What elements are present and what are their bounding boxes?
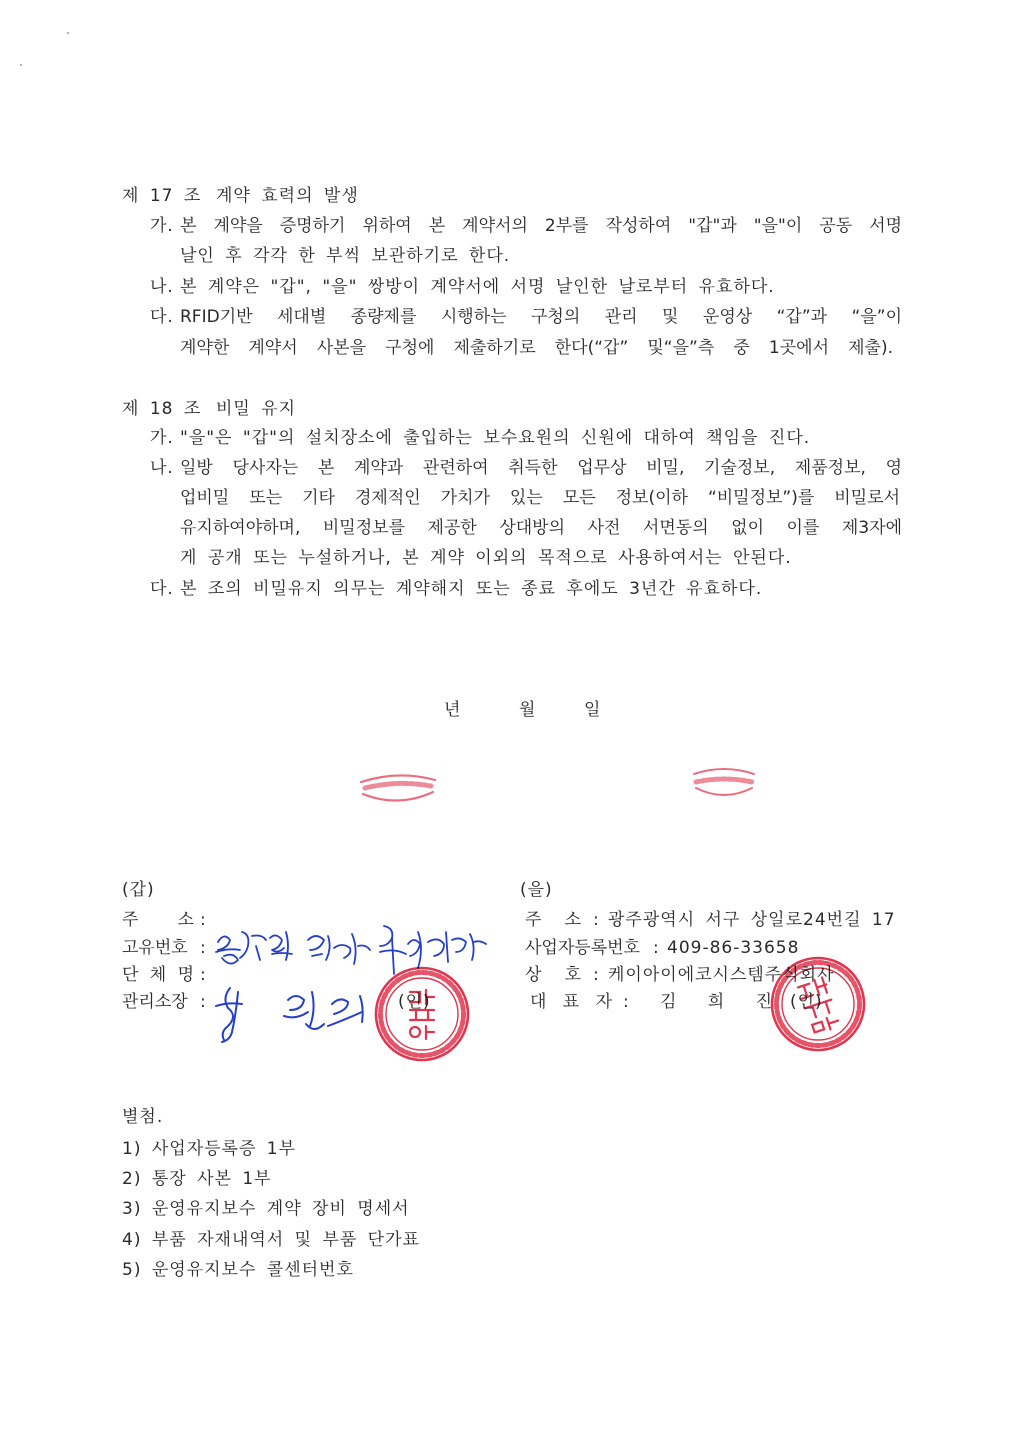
article-17-clause-da-line-1: RFID기반 세대별 종량제를 시행하는 구청의 관리 및 운영상 “갑”과 “을”이 — [180, 307, 902, 327]
article-17-clause-ga-line-1: 본 계약을 증명하기 위하여 본 계약서의 2부를 작성하여 "갑"과 "을"이 공동 서명 — [180, 216, 902, 236]
article-18-clause-na-line-3: 유지하여야하며, 비밀정보를 제공한 상대방의 사전 서면동의 없이 이를 제3자에 — [180, 518, 902, 538]
party-b-seal-mark: (인) — [790, 992, 823, 1012]
scan-speck — [20, 64, 22, 66]
party-a-org-colon: : — [200, 965, 207, 985]
attachment-item-3: 3) 운영유지보수 계약 장비 명세서 — [122, 1199, 410, 1219]
party-a-address-colon: : — [200, 910, 207, 930]
party-b-address: 광주광역시 서구 상일로24번길 17 — [608, 910, 896, 930]
article-18-clause-na-line-1: 일방 당사자는 본 계약과 관련하여 취득한 업무상 비밀, 기술정보, 제품정보, 영 — [180, 458, 902, 478]
article-18-title: 비밀 유지 — [216, 399, 297, 419]
article-18-clause-na-marker: 나. — [150, 458, 174, 478]
party-b-seal-stamp — [768, 952, 868, 1056]
party-a-heading: (갑) — [122, 880, 155, 900]
attachments-title: 별첨. — [122, 1107, 164, 1127]
party-a-manager-colon: : — [200, 992, 207, 1012]
party-b-rep-name: 김 희 진 — [660, 992, 772, 1012]
scan-speck — [67, 32, 69, 34]
article-18-clause-da-marker: 다. — [150, 579, 174, 599]
party-b-rep-label: 대 표 자 — [530, 992, 612, 1012]
date-day: 일 — [584, 700, 602, 720]
party-b-rep-colon: : — [623, 992, 630, 1012]
party-a-id-label: 고유번호 — [122, 938, 188, 958]
attachment-item-1: 1) 사업자등록증 1부 — [122, 1139, 297, 1159]
party-a-address-label: 주 소 — [122, 910, 194, 930]
party-a-org-label: 단 체 명 — [122, 965, 194, 985]
party-b-reg-label: 사업자등록번호 — [525, 938, 640, 958]
attachment-item-2: 2) 통장 사본 1부 — [122, 1169, 272, 1189]
party-a-manager-label: 관리소장 — [122, 992, 188, 1012]
article-17-clause-ga-marker: 가. — [150, 216, 174, 236]
article-18-clause-na-line-2: 업비밀 또는 기타 경제적인 가치가 있는 모든 정보(이하 “비밀정보”)를 비밀로서 — [180, 488, 900, 508]
party-b-reg-number: 409-86-33658 — [667, 938, 800, 958]
article-18-clause-da-line-1: 본 조의 비밀유지 의무는 계약해지 또는 종료 후에도 3년간 유효하다. — [180, 579, 763, 599]
party-b-address-colon: : — [593, 910, 600, 930]
article-18-clause-na-line-4: 게 공개 또는 누설하거나, 본 계약 이외의 목적으로 사용하여서는 안된다. — [180, 548, 792, 568]
date-year: 년 — [444, 700, 462, 720]
article-17-clause-ga-line-2: 날인 후 각각 한 부씩 보관하기로 한다. — [180, 246, 511, 266]
party-b-heading: (을) — [520, 880, 553, 900]
article-18-clause-ga-marker: 가. — [150, 428, 174, 448]
party-a-id-colon: : — [200, 938, 207, 958]
article-17-clause-da-line-2: 계약한 계약서 사본을 구청에 제출하기로 한다(“갑” 및“을”측 중 1곳에서 제출). — [180, 338, 893, 358]
date-month: 월 — [519, 700, 537, 720]
article-17-clause-da-marker: 다. — [150, 307, 174, 327]
bleed-stamp-left — [357, 768, 439, 808]
party-a-manager-signature — [208, 982, 380, 1046]
article-17-title: 계약 효력의 발생 — [216, 186, 359, 206]
party-b-company-colon: : — [593, 965, 600, 985]
article-18-clause-ga-line-1: "을"은 "갑"의 설치장소에 출입하는 보수요원의 신원에 대하여 책임을 진다. — [180, 428, 811, 448]
article-18-number: 제 18 조 — [122, 399, 202, 419]
party-b-address-label: 주 소 — [525, 910, 581, 930]
party-a-seal-stamp — [372, 962, 472, 1066]
article-17-clause-na-marker: 나. — [150, 277, 174, 297]
party-b-reg-colon: : — [653, 938, 660, 958]
party-a-seal-mark: (인) — [398, 992, 431, 1012]
article-17-clause-na-line-1: 본 계약은 "갑", "을" 쌍방이 계약서에 서명 날인한 날로부터 유효하다. — [180, 277, 775, 297]
bleed-stamp-right — [690, 764, 758, 802]
attachment-item-4: 4) 부품 자재내역서 및 부품 단가표 — [122, 1230, 420, 1250]
party-b-company-label: 상 호 — [525, 965, 581, 985]
party-b-company: 케이아이에코시스템주식회사 — [608, 965, 835, 985]
attachment-item-5: 5) 운영유지보수 콜센터번호 — [122, 1260, 354, 1280]
article-17-number: 제 17 조 — [122, 186, 202, 206]
